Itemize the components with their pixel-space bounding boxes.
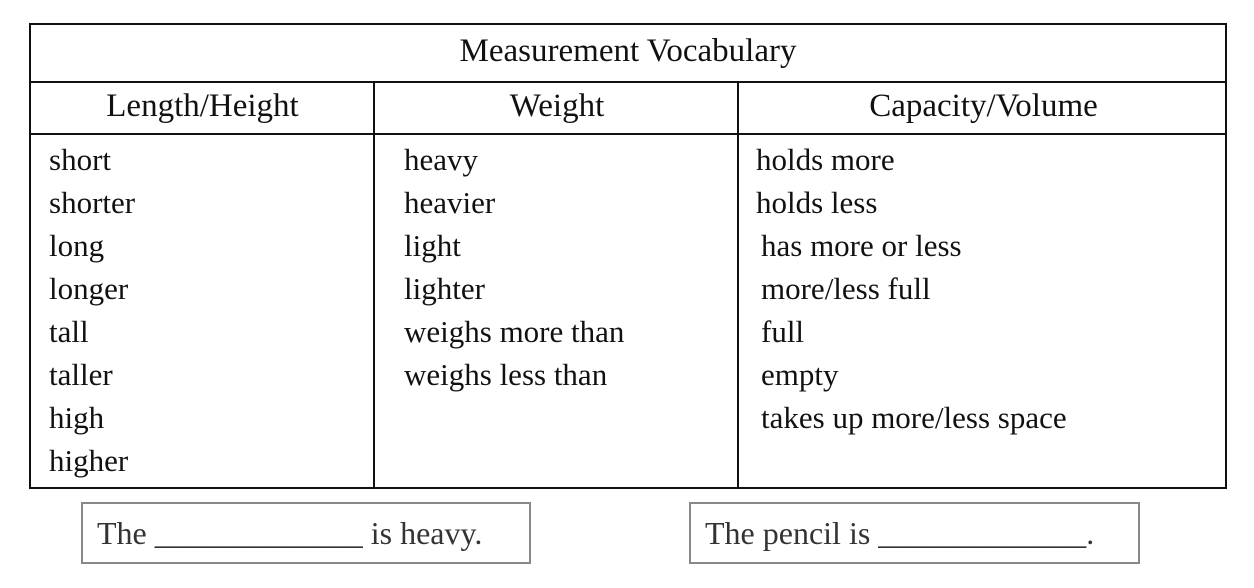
- list-item: more/less full: [761, 271, 931, 306]
- list-item: takes up more/less space: [761, 400, 1067, 435]
- column-divider: [737, 83, 739, 487]
- list-item: holds less: [756, 185, 878, 220]
- column-divider: [373, 83, 375, 487]
- list-item: long: [49, 228, 105, 263]
- list-item: longer: [49, 271, 129, 306]
- list-item: has more or less: [761, 228, 962, 263]
- table-header-row: [31, 83, 1225, 135]
- table-title: Measurement Vocabulary: [31, 25, 1225, 83]
- list-item: holds more: [756, 142, 895, 177]
- column-header-length-height: Length/Height: [106, 88, 299, 124]
- list-item: shorter: [49, 185, 136, 220]
- list-item: light: [404, 228, 461, 263]
- list-item: heavy: [404, 142, 479, 177]
- capacity-volume-list: [756, 138, 1067, 439]
- sentence-card-pencil: The pencil is _____________.: [689, 502, 1140, 564]
- sentence-card-heavy: The _____________ is heavy.: [81, 502, 531, 564]
- column-header-capacity-volume: Capacity/Volume: [869, 88, 1098, 124]
- list-item: high: [49, 400, 105, 435]
- column-header-weight: Weight: [509, 88, 605, 124]
- list-item: full: [761, 314, 805, 349]
- list-item: lighter: [404, 271, 485, 306]
- list-item: higher: [49, 443, 129, 478]
- list-item: weighs more than: [404, 314, 625, 349]
- length-height-list: [49, 138, 135, 482]
- list-item: tall: [49, 314, 89, 349]
- list-item: taller: [49, 357, 113, 392]
- list-item: short: [49, 142, 111, 177]
- weight-list: [404, 138, 624, 396]
- list-item: weighs less than: [404, 357, 608, 392]
- vocabulary-table: [29, 23, 1227, 489]
- list-item: empty: [761, 357, 839, 392]
- list-item: heavier: [404, 185, 496, 220]
